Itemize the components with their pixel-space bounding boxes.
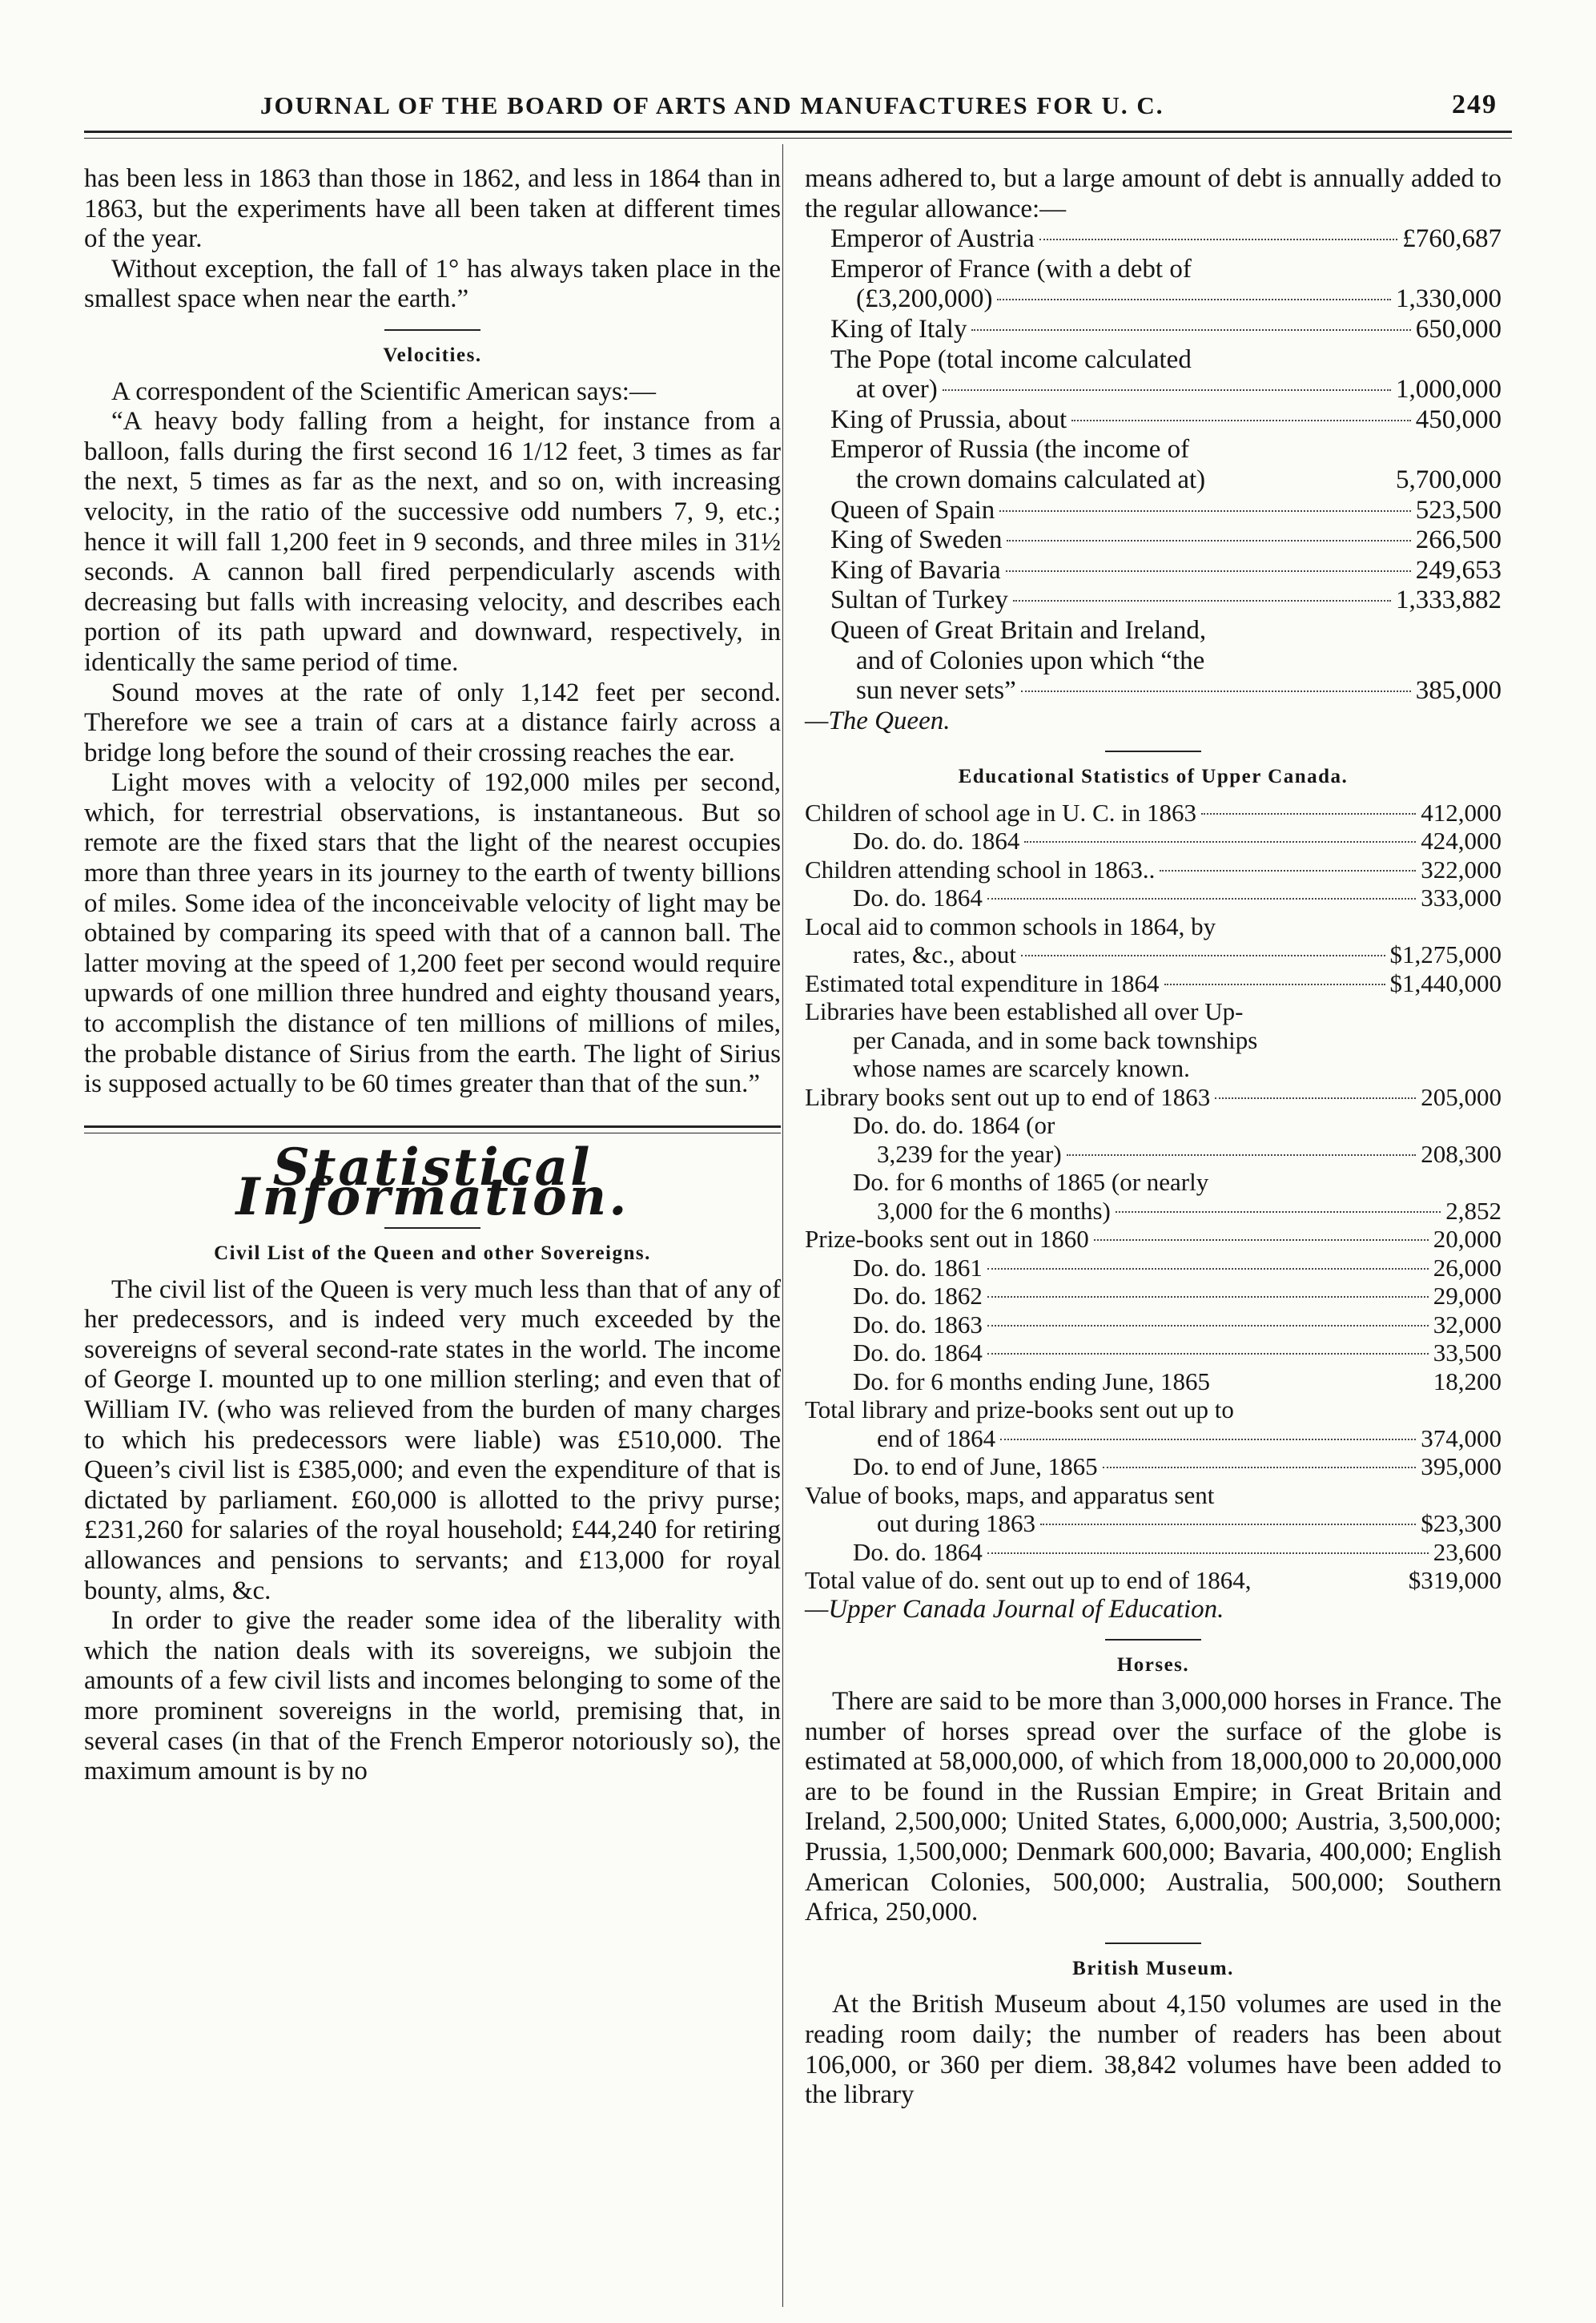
education-row [805, 1026, 1502, 1055]
education-row-amount: 395,000 [1421, 1452, 1502, 1481]
leader-dots [1116, 1211, 1441, 1213]
sovereign-row [830, 556, 1502, 586]
sovereign-row-amount: 1,330,000 [1396, 284, 1502, 314]
education-row-label: Do. for 6 months ending June, 1865 [853, 1367, 1211, 1395]
header-rule-thin [84, 138, 1512, 139]
educational-statistics-table [805, 799, 1502, 1595]
education-row [805, 940, 1502, 969]
sovereign-row-label: Emperor of France (with a debt of [830, 254, 1192, 284]
education-row-label: Prize-books sent out in 1860 [805, 1225, 1089, 1254]
horses-paragraph: There are said to be more than 3,000,000 horses in France. The number of horses spread over the surface of the globe is estimated at 58,000,000, of which from 18,000,000 to 20,000,000 are to be found in the Russian Empire; in Great Britain and Ireland, 2,500,000; United States, 6,000,000; Austria, 3,500,000; Prussia, 1,500,000; Denmark 600,000; Bavaria, 400,000; English American Colonies, 500,000; Australia, 500,000; Southern Africa, 250,000. [805, 1687, 1502, 1927]
sovereign-row-label: Queen of Great Britain and Ireland, [830, 615, 1207, 645]
education-row-label: Library books sent out up to end of 1863 [805, 1082, 1211, 1111]
sovereign-row [830, 586, 1502, 616]
education-row-label: Do. do. 1864 [853, 1339, 983, 1367]
education-row [805, 827, 1502, 856]
leader-dots [1071, 420, 1411, 421]
right-column [805, 164, 1502, 2111]
education-row-label: Children of school age in U. C. in 1863 [805, 798, 1197, 827]
education-row-label: Total value of do. sent out up to end of 1864, [805, 1566, 1252, 1595]
sovereign-row-amount: 266,500 [1415, 525, 1502, 555]
column-divider [782, 144, 783, 2307]
education-row [805, 1111, 1502, 1140]
civil-list-heading: Civil List of the Queen and other Sovereigns. [214, 1242, 651, 1264]
education-row-label: per Canada, and in some back townships [853, 1025, 1258, 1054]
sovereign-row-label: The Pope (total income calculated [830, 344, 1192, 374]
leader-dots [1160, 870, 1416, 872]
sovereign-row-label: sun never sets” [856, 676, 1016, 706]
section-divider [384, 329, 480, 331]
education-row [805, 1395, 1502, 1424]
civil-list-paragraph-1: The civil list of the Queen is very much less than that of any of her predecessors, and is indeed very much exceeded by the sovereigns of several second-rate states in the world. The income of George I. mounted up to one million sterling; and even that of William IV. (who was relieved from the burden of many charges to which his predecessors were liable) was £510,000. The Queen’s civil list is £385,000; and even the expenditure of that is dictated by parliament. £60,000 is allotted to the privy purse; £231,260 for salaries of the royal household; £44,240 for retiring allowances and pensions to servants; and £13,000 for royal bounty, alms, &c. [84, 1274, 781, 1605]
leader-dots [1006, 570, 1411, 572]
education-row [805, 1140, 1502, 1169]
velocities-intro: A correspondent of the Scientific American says:— [111, 376, 656, 406]
sovereign-row-label: at over) [856, 375, 938, 405]
education-row [805, 1481, 1502, 1510]
education-row-amount: 333,000 [1421, 884, 1502, 912]
sovereign-row-amount: 5,700,000 [1396, 465, 1502, 494]
education-row-label: Do. for 6 months of 1865 (or nearly [853, 1168, 1209, 1197]
page-number: 249 [1452, 90, 1498, 119]
education-row [805, 1509, 1502, 1538]
education-row [805, 1310, 1502, 1339]
sovereign-row-label: Queen of Spain [830, 495, 995, 525]
leader-dots [1164, 984, 1385, 985]
education-row [805, 1452, 1502, 1481]
education-row-amount: $1,440,000 [1389, 968, 1502, 997]
leader-dots [1201, 813, 1416, 815]
velocities-paragraph-2: Sound moves at the rate of only 1,142 feet per second. Therefore we see a train of cars at a distance fairly across a bridge long before the sound of their crossing reaches the ear. [84, 678, 781, 767]
leader-dots [1007, 540, 1410, 541]
velocities-paragraph-1: “A heavy body falling from a height, for instance from a balloon, falls during the first second 16 1/12 feet, 3 times as far the next, 5 times as far as the next, and so on, with increasing velocity, in the ratio of the successive odd numbers 7, 9, etc.; hence it will fall 1,200 feet in 9 seconds, and three miles in 31½ seconds. A cannon ball fired perpendicularly ascends with decreasing but falls with increasing velocity, and describes each portion of its path upward and downward, respectively, in identically the same period of time. [84, 407, 781, 677]
education-row-label: Do. do. 1863 [853, 1310, 983, 1339]
education-row [805, 969, 1502, 998]
education-row-label: Libraries have been established all over Up- [805, 997, 1244, 1026]
education-row [805, 1254, 1502, 1282]
civil-list-paragraph-2: In order to give the reader some idea of the liberality with which the nation deals with its sovereigns, we subjoin the amounts of a few civil lists and incomes belonging to some of the more prominent sovereigns in the world, premising that, in several cases (in that of the French Emperor notoriously so), the maximum amount is by no [84, 1606, 781, 1786]
education-row-label: Do. to end of June, 1865 [853, 1452, 1098, 1481]
sovereign-row-label: Emperor of Austria [830, 224, 1035, 254]
continued-paragraph-2: Without exception, the fall of 1° has always taken place in the smallest space when near the earth.” [84, 254, 781, 314]
sovereign-row-amount: 650,000 [1415, 314, 1502, 344]
education-row-label: Children attending school in 1863.. [805, 855, 1156, 884]
sovereign-row-label: King of Bavaria [830, 555, 1001, 585]
education-row [805, 912, 1502, 941]
leader-dots [987, 1268, 1429, 1270]
sovereign-row [830, 375, 1502, 405]
education-row-amount: 412,000 [1421, 798, 1502, 827]
education-row-amount: $23,300 [1421, 1509, 1502, 1538]
education-row-label: out during 1863 [877, 1509, 1036, 1538]
horses-heading: Horses. [1116, 1654, 1190, 1677]
sovereign-row [830, 284, 1502, 315]
education-row [805, 1054, 1502, 1083]
sovereigns-source: —The Queen. [805, 706, 951, 735]
sovereign-row [830, 525, 1502, 556]
leader-dots [987, 1552, 1429, 1554]
sovereign-row-label: King of Sweden [830, 525, 1003, 555]
education-row [805, 1197, 1502, 1226]
education-row-label: 3,239 for the year) [877, 1139, 1062, 1168]
education-row-amount: 33,500 [1433, 1339, 1502, 1367]
education-row-amount: 205,000 [1421, 1082, 1502, 1111]
education-row [805, 884, 1502, 912]
velocities-paragraph-3: Light moves with a velocity of 192,000 miles per second, which, for terrestrial observations, is instantaneous. But so remote are the fixed stars that the light of the nearest occupies more than three years in its journey to the earth of twenty billions of miles. Some idea of the inconceivable velocity of light may be obtained by comparing its speed with that of a cannon ball. The latter moving at the speed of 1,200 feet per second would require upwards of one million three hundred and eighty thousand years, to accomplish the distance of ten millions of millions of miles, the probable distance of Sirius from the earth. The light of Sirius is supposed actually to be 60 times greater than that of the sun.” [84, 768, 781, 1099]
sovereign-row-label: Sultan of Turkey [830, 586, 1008, 615]
sovereign-row-amount: £760,687 [1402, 224, 1502, 254]
education-row-amount: $319,000 [1408, 1566, 1502, 1595]
sovereign-row-amount: 249,653 [1415, 555, 1502, 585]
education-row-label: Do. do. 1864 [853, 884, 983, 912]
sovereigns-income-list [805, 224, 1502, 707]
statistical-information-title: Statistical Information. [235, 1137, 629, 1228]
leader-dots [1103, 1467, 1417, 1468]
education-row [805, 1424, 1502, 1453]
education-row-amount: 322,000 [1421, 855, 1502, 884]
leader-dots [1215, 1097, 1416, 1099]
educational-statistics-source: —Upper Canada Journal of Education. [805, 1594, 1224, 1624]
header-rule [84, 131, 1512, 133]
velocities-heading: Velocities. [383, 344, 482, 366]
journal-title: JOURNAL OF THE BOARD OF ARTS AND MANUFACTURES FOR U. C. [260, 91, 1164, 119]
education-row [805, 1282, 1502, 1310]
sovereign-row-label: King of Prussia, about [830, 405, 1067, 434]
education-row-amount: 424,000 [1421, 827, 1502, 856]
british-museum-paragraph: At the British Museum about 4,150 volumes are used in the reading room daily; the number of readers has been about 106,000, or 360 per diem. 38,842 volumes have been added to the library [805, 1990, 1502, 2110]
continued-paragraph-right: means adhered to, but a large amount of debt is annually added to the regular allowance:— [805, 164, 1502, 223]
sovereign-row [830, 345, 1502, 376]
leader-dots [1021, 690, 1411, 692]
leader-dots [987, 1353, 1429, 1355]
education-row [805, 799, 1502, 827]
education-row-label: Estimated total expenditure in 1864 [805, 968, 1160, 997]
education-row-amount: 2,852 [1445, 1196, 1502, 1225]
leader-dots [999, 510, 1410, 512]
education-row-amount: 29,000 [1433, 1282, 1502, 1310]
education-row-amount: 26,000 [1433, 1253, 1502, 1282]
leader-dots [1013, 600, 1391, 602]
leader-dots [1094, 1239, 1429, 1241]
leader-dots [997, 299, 1391, 300]
sovereign-row-amount: 1,333,882 [1396, 586, 1502, 615]
sovereign-row [830, 616, 1502, 646]
education-row-amount: 208,300 [1421, 1139, 1502, 1168]
sovereign-row-amount: 1,000,000 [1396, 375, 1502, 405]
leader-dots [1039, 239, 1397, 240]
sovereign-row-amount: 385,000 [1415, 676, 1502, 706]
education-row-amount: 18,200 [1433, 1367, 1502, 1395]
education-row-amount: $1,275,000 [1389, 940, 1502, 969]
leader-dots [943, 389, 1391, 391]
leader-dots [987, 1325, 1429, 1327]
section-divider-5 [1105, 1943, 1201, 1944]
section-divider-4 [1105, 1639, 1201, 1641]
education-row-amount: 32,000 [1433, 1310, 1502, 1339]
education-row [805, 1538, 1502, 1567]
education-row-label: Do. do. 1862 [853, 1282, 983, 1310]
education-row-label: Total library and prize-books sent out up to [805, 1395, 1234, 1424]
sovereign-row [830, 405, 1502, 436]
education-row-amount: 23,600 [1433, 1537, 1502, 1566]
education-row [805, 1566, 1502, 1595]
leader-dots [971, 329, 1410, 331]
sovereign-row [830, 255, 1502, 285]
sovereign-row [830, 435, 1502, 465]
educational-statistics-heading: Educational Statistics of Upper Canada. [958, 766, 1349, 788]
education-row-label: 3,000 for the 6 months) [877, 1196, 1111, 1225]
education-row-label: rates, &c., about [853, 940, 1017, 969]
education-row [805, 1339, 1502, 1367]
education-row-label: Do. do. 1864 [853, 1537, 983, 1566]
continued-paragraph: has been less in 1863 than those in 1862, and less in 1864 than in 1863, but the experiments have all been taken at different times of the year. [84, 164, 781, 254]
running-head [84, 80, 1512, 128]
leader-dots [1021, 955, 1385, 956]
education-row-label: Do. do. 1861 [853, 1253, 983, 1282]
leader-dots [1024, 841, 1416, 843]
sovereign-row [830, 315, 1502, 345]
sovereign-row [830, 646, 1502, 677]
sovereign-row-label: King of Italy [830, 314, 967, 344]
education-row-label: Do. do. do. 1864 [853, 827, 1020, 856]
education-row-label: end of 1864 [877, 1423, 996, 1452]
sovereign-row-label: and of Colonies upon which “the [856, 646, 1205, 675]
education-row-amount: 374,000 [1421, 1423, 1502, 1452]
leader-dots [1000, 1439, 1416, 1440]
education-row-amount: 20,000 [1433, 1225, 1502, 1254]
education-row-label: Do. do. do. 1864 (or [853, 1111, 1055, 1140]
sovereign-row-amount: 450,000 [1415, 405, 1502, 434]
education-row-label: whose names are scarcely known. [853, 1054, 1190, 1083]
leader-dots [987, 1296, 1429, 1298]
sovereign-row-label: Emperor of Russia (the income of [830, 435, 1190, 465]
education-row-label: Value of books, maps, and apparatus sent [805, 1480, 1215, 1509]
sovereign-row [830, 465, 1502, 496]
sovereign-row [830, 224, 1502, 255]
education-row [805, 1083, 1502, 1112]
sovereign-row-label: the crown domains calculated at) [856, 465, 1206, 494]
leader-dots [1067, 1154, 1417, 1156]
british-museum-heading: British Museum. [1072, 1957, 1234, 1979]
section-divider-2 [384, 1227, 480, 1229]
education-row [805, 1367, 1502, 1396]
left-column [84, 164, 781, 1787]
sovereign-row-label: (£3,200,000) [856, 284, 993, 314]
sovereign-row [830, 496, 1502, 526]
section-rule [84, 1125, 781, 1128]
education-row [805, 1225, 1502, 1254]
sovereign-row [830, 676, 1502, 707]
section-divider-3 [1105, 751, 1201, 752]
education-row [805, 1168, 1502, 1197]
education-row [805, 997, 1502, 1026]
sovereign-row-amount: 523,500 [1415, 495, 1502, 525]
education-row [805, 856, 1502, 884]
education-row-label: Local aid to common schools in 1864, by [805, 912, 1216, 940]
leader-dots [987, 898, 1416, 900]
leader-dots [1040, 1524, 1416, 1525]
